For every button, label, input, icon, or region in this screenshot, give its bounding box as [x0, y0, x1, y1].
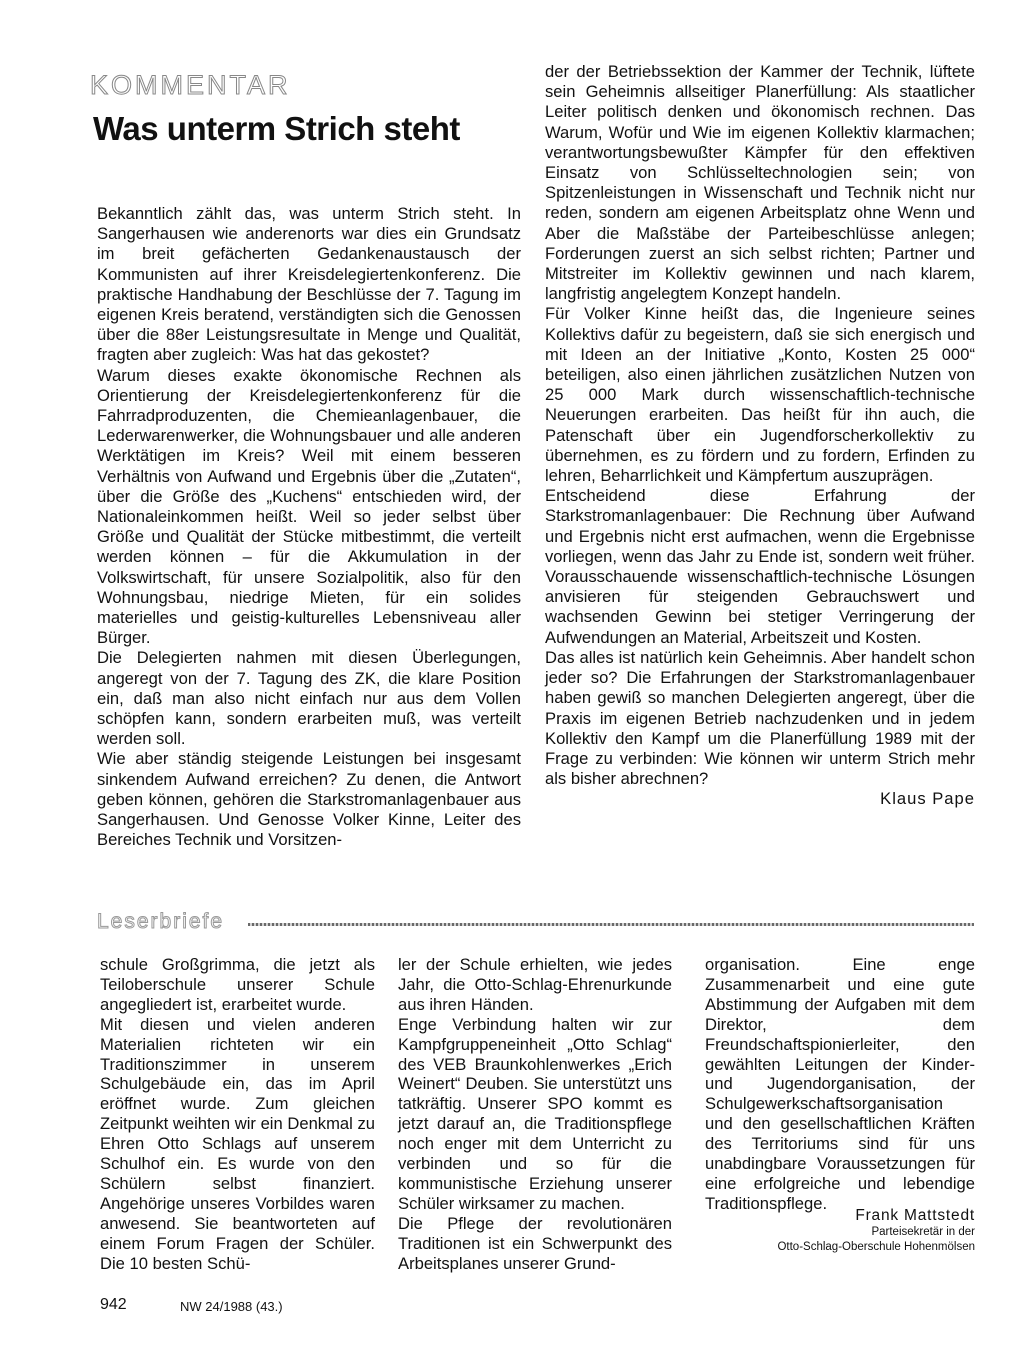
- letters-column-1: [100, 955, 375, 1273]
- comment-author: Klaus Pape: [880, 789, 975, 809]
- section-title: Leserbriefe: [97, 910, 225, 933]
- paragraph: Warum dieses exakte ökonomische Rechnen als Orientierung der Kreisdelegiertenkonferenz für die Fahrradproduzenten, die Chemieanlagenbauer, die Lederwarenwerker, die Wohnungsbauer und alle anderen Werktätigen im Kreis? Weil mit einem besseren Verhältnis von Aufwand und Ergebnis über die „Zutaten“, über die Größe des „Kuchens“ entschieden wird, der Nationaleinkommen heißt. Weil so jeder selbst über Größe und Qualität der Stücke mitbestimmt, die verteilt werden können – für die Akkumulation in der Volkswirtschaft, für unsere Sozialpolitik, also für den Wohnungsbau, niedrige Mieten, für ein solides materielles und geistig-kulturelles Lebensniveau aller Bürger.: [97, 365, 521, 648]
- signature-role: Otto-Schlag-Oberschule Hohenmölsen: [777, 1241, 975, 1253]
- letters-column-2: [398, 955, 672, 1273]
- section-rule: [248, 923, 974, 926]
- page-number: 942: [100, 1296, 127, 1313]
- paragraph: organisation. Eine enge Zusammenarbeit und eine gute Abstimmung der Aufgaben mit dem Direktor, dem Freundschaftspionierleiter, den gewählten Leitungen der Kinder- und Jugendorganisation, der Schulgewerkschaftsorganisation und den gesellschaftlichen Kräften des Territoriums sind für uns unabdingbare Voraussetzungen für eine erfolgreiche und lebendige Traditionspflege.: [705, 955, 975, 1213]
- paragraph: Bekanntlich zählt das, was unterm Strich steht. In Sangerhausen wie anderenorts war dies ein Grundsatz im breit gefächerten Gedankenaustausch der Kommunisten auf ihrer Kreisdelegiertenkonferenz. Die praktische Handhabung der Beschlüsse der 7. Tagung im eigenen Kreis beratend, verständigten sich die Genossen über die 88er Leistungsresultate in Menge und Qualität, fragten aber zugleich: Was hat das gekostet?: [97, 204, 521, 365]
- kicker: KOMMENTAR: [90, 70, 291, 100]
- paragraph: Die Delegierten nahmen mit diesen Überlegungen, angeregt von der 7. Tagung des ZK, die klare Position ein, daß man also nicht einfach nur aus dem Vollen schöpfen kann, sondern erarbeiten muß, was verteilt werden soll.: [97, 648, 521, 749]
- paragraph: ler der Schule erhielten, wie jedes Jahr, die Otto-Schlag-Ehrenurkunde aus ihren Händen.: [398, 955, 672, 1014]
- signature-role: Parteisekretär in der: [871, 1226, 975, 1238]
- issue-label: NW 24/1988 (43.): [180, 1299, 283, 1314]
- paragraph: Mit diesen und vielen anderen Materialien richteten wir ein Traditionszimmer in unserem Schulgebäude ein, das im April eröffnet wurde. Zum gleichen Zeitpunkt weihten wir ein Denkmal zu Ehren Otto Schlags auf unserem Schulhof ein. Es wurde von den Schülern selbst finanziert. Angehörige unseres Vorbildes waren anwesend. Sie beantworteten auf einem Forum Fragen der Schüler. Die 10 besten Schü-: [100, 1014, 375, 1273]
- letters-column-3: [705, 955, 975, 1213]
- comment-column-1: [97, 204, 521, 880]
- paragraph: der der Betriebssektion der Kammer der Technik, lüftete sein Geheimnis allseitiger Planerfüllung: Als staatlicher Leiter politisch denken und ökonomisch rechnen. Das Warum, Wofür und Wie im eigenen Kollektiv klarmachen; verantwortungsbewußter Kämpfer für den effektiven Einsatz von Schlüsseltechnologien sein; von Spitzenleistungen in Wissenschaft und Technik nicht nur reden, sondern am eigenen Arbeitsplatz ohne Wenn und Aber die Maßstäbe der Parteibeschlüsse anlegen; Forderungen zuerst an sich selbst richten; Partner und Mitstreiter im Kollektiv gewinnen und nach klarem, langfristig angelegtem Konzept handeln.: [545, 62, 975, 304]
- comment-column-2: [545, 62, 975, 884]
- paragraph: Entscheidend diese Erfahrung der Starkstromanlagenbauer: Die Rechnung über Aufwand und Ergebnis nicht erst aufmachen, wenn die Ergebnisse vorliegen, wenn das Jahr zu Ende ist, sondern weit früher. Vorausschauende wissenschaftlich-technische Lösungen anvisieren für steigenden Gebrauchswert und wachsenden Gewinn bei stetiger Verringerung der Aufwendungen an Material, Arbeitszeit und Kosten.: [545, 486, 975, 647]
- paragraph: Enge Verbindung halten wir zur Kampfgruppeneinheit „Otto Schlag“ des VEB Braunkohlenwerkes „Erich Weinert“ Deuben. Sie unterstützt uns tatkräftig. Unserer SPO kommt es jetzt darauf an, die Traditionspflege noch enger mit dem Unterricht zu verbinden und so für die kommunistische Erziehung unserer Schüler wirksamer zu machen.: [398, 1014, 672, 1213]
- paragraph: Das alles ist natürlich kein Geheimnis. Aber handelt schon jeder so? Die Erfahrungen der Starkstromanlagenbauer haben gewiß so manchen Delegierten angeregt, über die Praxis im eigenen Betrieb nachzudenken und in jedem Kollektiv den Kampf um die Planerfüllung 1989 mit der Frage zu verbinden: Wie können wir unterm Strich mehr als bisher abrechnen?: [545, 647, 975, 789]
- signature-name: Frank Mattstedt: [855, 1207, 975, 1224]
- paragraph: Wie aber ständig steigende Leistungen bei insgesamt sinkendem Aufwand erreichen? Zu denen, die Antwort geben können, gehören die Starkstromanlagenbauer aus Sangerhausen. Und Genosse Volker Kinne, Leiter des Bereiches Technik und Vorsitzen-: [97, 749, 521, 850]
- headline: Was unterm Strich steht: [93, 110, 460, 147]
- letter-signature: [705, 1207, 975, 1255]
- paragraph: Für Volker Kinne heißt das, die Ingenieure seines Kollektivs dafür zu begeistern, daß sie sich energisch und mit Ideen an der Initiative „Konto, Kosten 25 000“ beteiligen, also einen jährlichen zusätzlichen Nutzen von 25 000 Mark durch wissenschaftlich-technische Neuerungen erarbeiten. Das heißt für ihn auch, die Patenschaft über ein Jugendforscherkollektiv zu übernehmen, es zu fördern und zu fordern, Erfinden zu lehren, Beharrlichkeit und Kämpfertum auszuprägen.: [545, 304, 975, 486]
- paragraph: Die Pflege der revolutionären Traditionen ist ein Schwerpunkt des Arbeitsplanes unserer Grund-: [398, 1213, 672, 1273]
- paragraph: schule Großgrimma, die jetzt als Teiloberschule unserer Schule angegliedert ist, erarbeitet wurde.: [100, 955, 375, 1014]
